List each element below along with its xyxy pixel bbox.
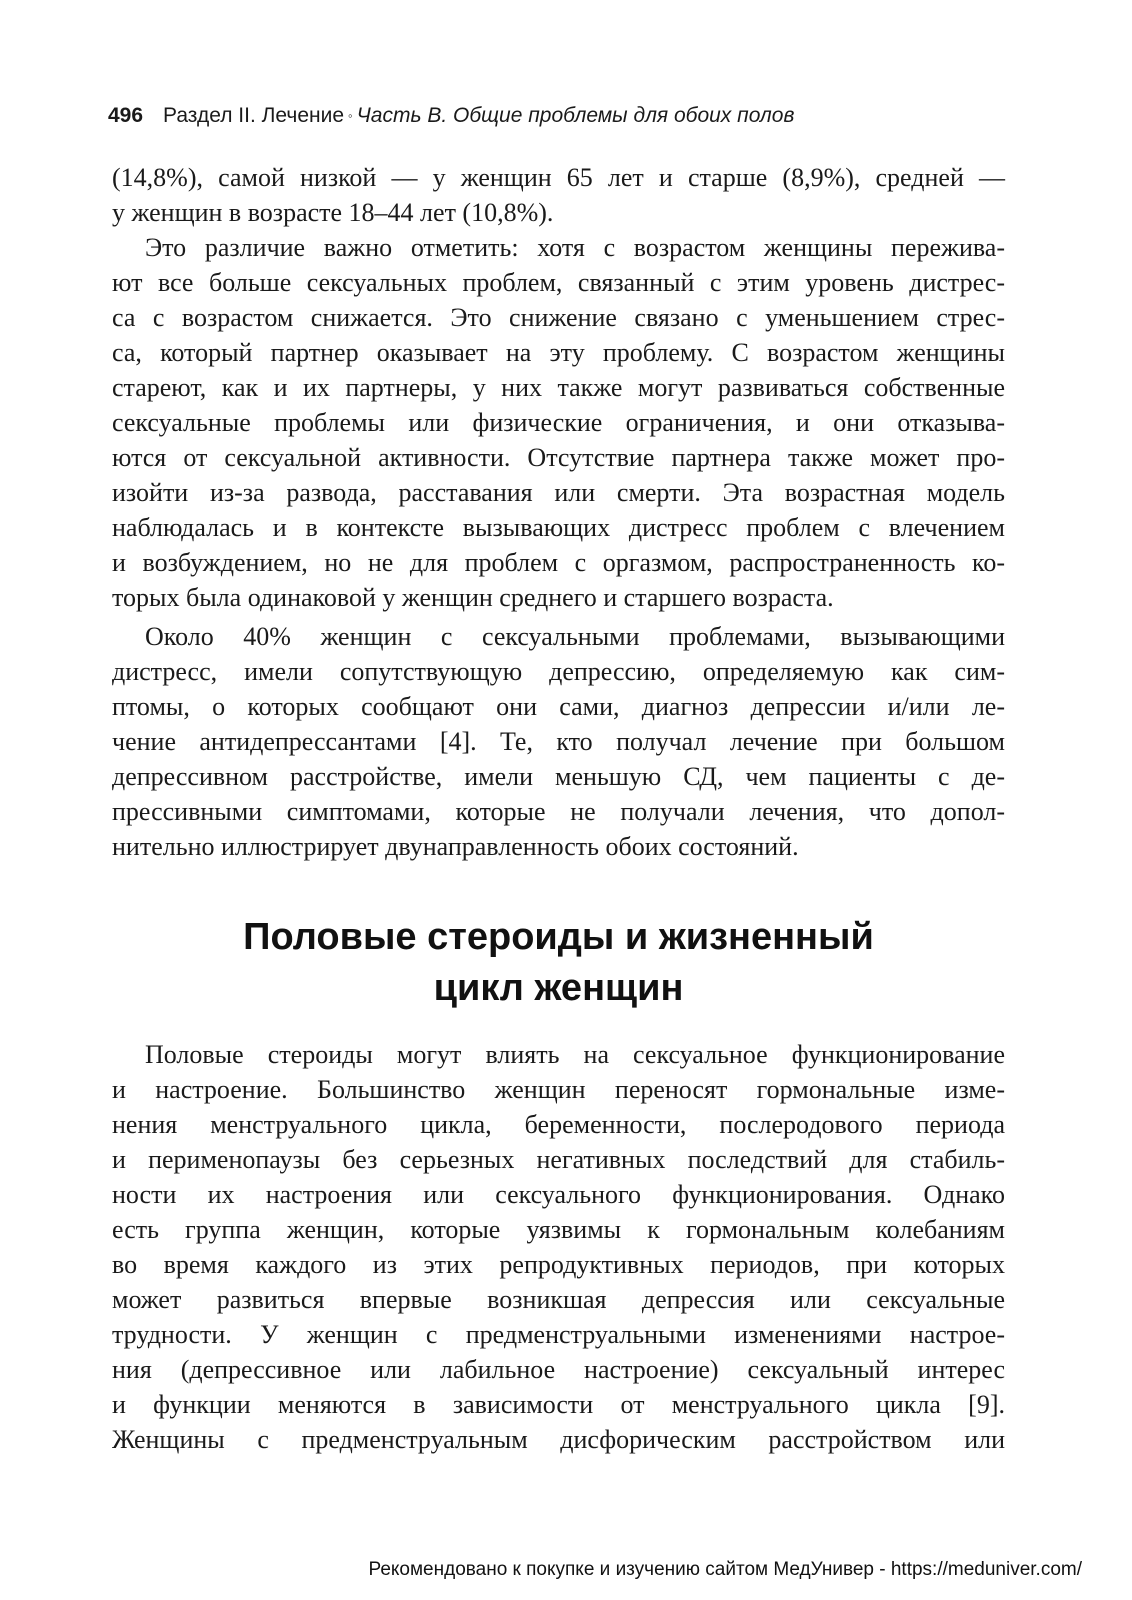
text-line: Женщины с предменструальным дисфорическим расстройством или: [112, 1425, 1005, 1454]
text-line: ности их настроения или сексуального функционирования. Однако: [112, 1180, 1005, 1209]
text-line: и настроение. Большинство женщин переносят гормональные изме-: [112, 1075, 1005, 1104]
text-line: прессивными симптомами, которые не получали лечения, что допол-: [112, 797, 1005, 826]
text-line: птомы, о которых сообщают они сами, диагноз депрессии и/или ле-: [112, 692, 1005, 721]
text-line: и возбуждением, но не для проблем с оргазмом, распространенность ко-: [112, 548, 1005, 577]
running-header: [108, 100, 1008, 132]
text-line: наблюдалась и в контексте вызывающих дистресс проблем с влечением: [112, 513, 1005, 542]
text-line: и функции меняются в зависимости от менструального цикла [9].: [112, 1390, 1005, 1419]
page-number: 496: [108, 104, 144, 127]
text-line: и перименопаузы без серьезных негативных последствий для стабиль-: [112, 1145, 1005, 1174]
text-line: сексуальные проблемы или физические ограничения, и они отказыва-: [112, 408, 1005, 437]
text-line: ются от сексуальной активности. Отсутствие партнера также может про-: [112, 443, 1005, 472]
text-line: са с возрастом снижается. Это снижение связано с уменьшением стрес-: [112, 303, 1005, 332]
section-heading-line-2: цикл женщин: [433, 967, 684, 1009]
text-line: нения менструального цикла, беременности, послеродового периода: [112, 1110, 1005, 1139]
text-line: стареют, как и их партнеры, у них также могут развиваться собственные: [112, 373, 1005, 402]
text-line: ют все больше сексуальных проблем, связанный с этим уровень дистрес-: [112, 268, 1005, 297]
text-line: Около 40% женщин с сексуальными проблемами, вызывающими: [145, 622, 1005, 651]
text-line: ния (депрессивное или лабильное настроение) сексуальный интерес: [112, 1355, 1005, 1384]
text-line: чение антидепрессантами [4]. Те, кто получал лечение при большом: [112, 727, 1005, 756]
text-line: (14,8%), самой низкой — у женщин 65 лет и старше (8,9%), средней —: [112, 163, 1005, 192]
text-line: са, который партнер оказывает на эту проблему. С возрастом женщины: [112, 338, 1005, 367]
text-line: трудности. У женщин с предменструальными изменениями настрое-: [112, 1320, 1005, 1349]
section-title: Раздел II. Лечение: [163, 104, 345, 127]
section-heading-line-1: Половые стероиды и жизненный: [243, 916, 874, 958]
text-line: дистресс, имели сопутствующую депрессию, определяемую как сим-: [112, 657, 1005, 686]
part-title: Часть B. Общие проблемы для обоих полов: [356, 104, 795, 127]
text-line: может развиться впервые возникшая депрессия или сексуальные: [112, 1285, 1005, 1314]
text-line: торых была одинаковой у женщин среднего и старшего возраста.: [112, 583, 834, 612]
text-line: у женщин в возрасте 18–44 лет (10,8%).: [112, 198, 554, 227]
footer-watermark: Рекомендовано к покупке и изучению сайтом МедУнивер - https://meduniver.com/: [368, 1559, 1082, 1580]
separator-bullet: ◦: [348, 108, 353, 123]
text-line: изойти из-за развода, расставания или смерти. Эта возрастная модель: [112, 478, 1005, 507]
text-line: есть группа женщин, которые уязвимы к гормональным колебаниям: [112, 1215, 1005, 1244]
text-line: депрессивном расстройстве, имели меньшую СД, чем пациенты с де-: [112, 762, 1005, 791]
text-line: Это различие важно отметить: хотя с возрастом женщины пережива-: [145, 233, 1005, 262]
text-line: нительно иллюстрирует двунаправленность обоих состояний.: [112, 832, 799, 861]
text-line: во время каждого из этих репродуктивных периодов, при которых: [112, 1250, 1005, 1279]
text-line: Половые стероиды могут влиять на сексуальное функционирование: [145, 1040, 1005, 1069]
